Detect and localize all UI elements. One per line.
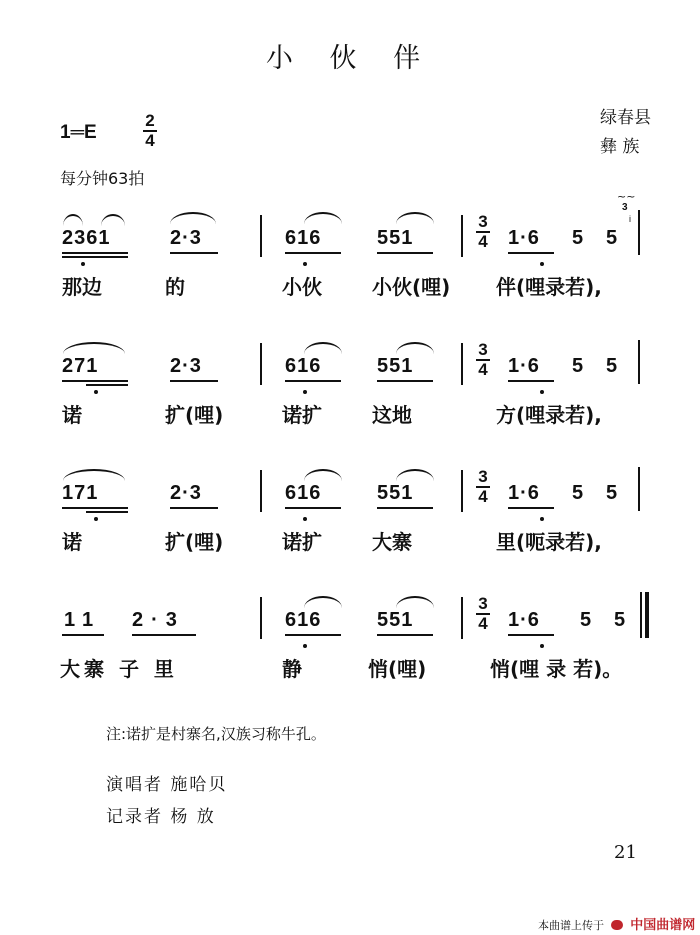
meter-change [476,342,490,378]
watermark-logo-icon [611,920,623,930]
lyric: 静 [282,657,302,681]
watermark [538,914,695,933]
notes-group: 616 [285,482,322,504]
singer-credit: 演唱者 施哈贝 [106,775,228,795]
notes-group: 5 [606,227,619,249]
notes-group: 551 [377,355,414,377]
ethnicity-label: 彝 族 [600,137,640,157]
notes-group: 5 [572,355,585,377]
footnote: 注:诺扩是村寨名,汉族习称牛孔。 [106,725,326,743]
lyric: 方(哩录若), [496,403,602,427]
recorder-credit: 记录者 杨 放 [106,807,216,827]
notes-group: 551 [377,609,414,631]
meter-change-top: 3 [478,212,488,231]
lyric: 小伙 [282,275,322,299]
meter-change [476,214,490,250]
time-signature [143,113,157,149]
lyric: 大寨 子 里 [60,657,178,681]
meter-change-bottom: 4 [478,487,488,506]
lyric: 悄(哩 录 若)。 [490,657,623,681]
notes-group: 1·6 [508,609,540,631]
notes-group: 5 [580,609,593,631]
trill-mark: ~~ [617,190,636,203]
meter-change-top: 3 [478,594,488,613]
song-title: 小 伙 伴 [265,43,435,74]
grace-note: 3 [622,202,628,213]
lyric: 扩(哩) [165,530,224,554]
notes-group: 2·3 [170,355,202,377]
region-label: 绿春县 [600,108,651,128]
meter-change-top: 3 [478,340,488,359]
notes-group: 616 [285,227,322,249]
notes-group: 5 [572,482,585,504]
notes-group: 616 [285,609,322,631]
notes-group: 2·3 [132,609,185,631]
notes-group: 5 [572,227,585,249]
lyric: 诺 [62,530,82,554]
lyric: 扩(哩) [165,403,224,427]
notes-group: 2361 [62,227,111,249]
meter-change-top: 3 [478,467,488,486]
notes-group: 1·6 [508,355,540,377]
meter-change [476,469,490,505]
notes-group: 616 [285,355,322,377]
watermark-brand: 中国曲谱网 [630,918,696,933]
notes-group: 5 [606,482,619,504]
lyric: 悄(哩) [368,657,427,681]
meter-change-bottom: 4 [478,360,488,379]
lyric: 诺 [62,403,82,427]
lyric: 的 [165,275,185,299]
notes-group: 11 [64,609,102,631]
lyric: 里(呃录若), [496,530,602,554]
notes-group: 171 [62,482,99,504]
notes-group: 271 [62,355,99,377]
page-number: 21 [614,842,637,863]
time-signature-bottom: 4 [145,131,155,150]
key-signature: 1═E [60,122,97,143]
lyric: 诺扩 [282,530,322,554]
notes-group: 1·6 [508,482,540,504]
notes-group: 5 [606,355,619,377]
watermark-text: 本曲谱上传于 [538,919,604,932]
notes-group: 551 [377,227,414,249]
meter-change [476,596,490,632]
grace-note-sub: i [629,214,631,224]
lyric: 伴(哩录若), [496,275,602,299]
notes-group: 2·3 [170,227,202,249]
lyric: 那边 [62,275,102,299]
lyric: 诺扩 [282,403,322,427]
notes-group: 1·6 [508,227,540,249]
tempo-marking: 每分钟63拍 [60,169,145,188]
time-signature-top: 2 [145,111,155,130]
meter-change-bottom: 4 [478,232,488,251]
meter-change-bottom: 4 [478,614,488,633]
lyric: 这地 [372,403,412,427]
lyric: 大寨 [372,530,412,554]
notes-group: 551 [377,482,414,504]
notes-group: 5 [614,609,627,631]
lyric: 小伙(哩) [372,275,451,299]
notes-group: 2·3 [170,482,202,504]
